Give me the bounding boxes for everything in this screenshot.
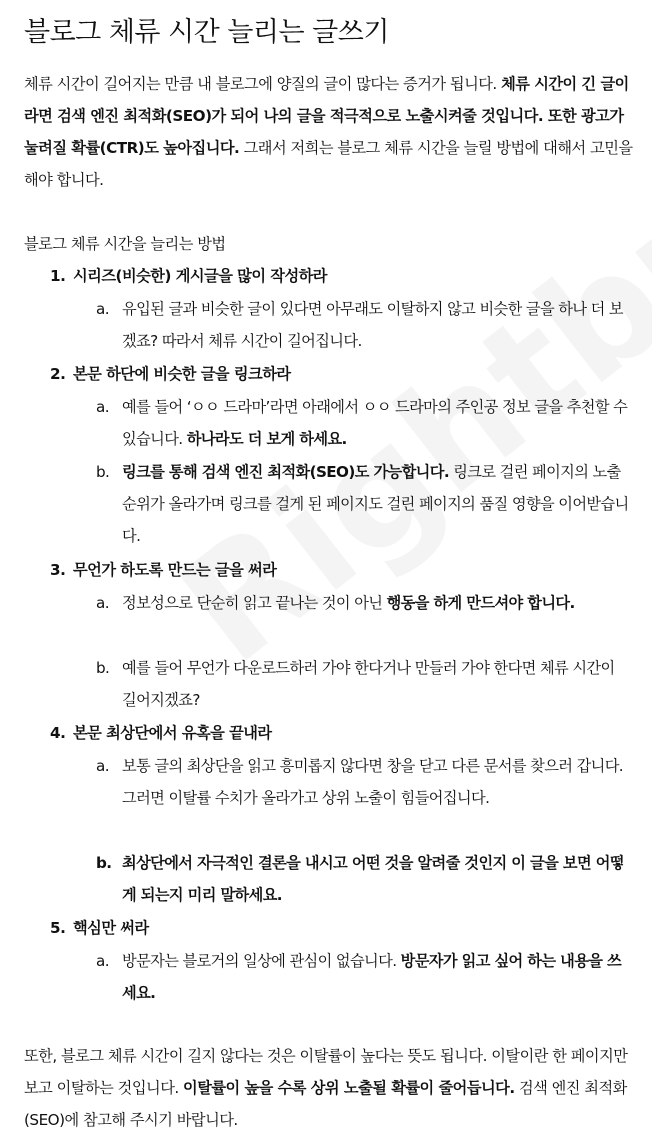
sub-item-5a [96, 945, 632, 1009]
list-item-title: 핵심만 써라 [73, 919, 149, 937]
list-item-5 [50, 912, 630, 944]
sub-bold: 최상단에서 자극적인 결론을 내시고 어떤 것을 알려줄 것인지 이 글을 보면 어떻게 되는지 미리 말하세요. [122, 854, 624, 904]
sub-item-4a [96, 750, 632, 814]
outro-bold: 이탈률이 높을 수록 상위 노출될 확률이 줄어듭니다. [183, 1079, 515, 1097]
sub-item-3a [96, 587, 632, 619]
sub-text: 보통 글의 최상단을 읽고 흥미롭지 않다면 창을 닫고 다른 문서를 찾으러 갑니다. 그러면 이탈률 수치가 올라가고 상위 노출이 힘들어집니다. [122, 757, 624, 807]
sub-item-2a [96, 391, 632, 455]
list-number: 3. [50, 561, 66, 579]
sub-marker: b. [96, 854, 112, 872]
sub-text: 링크로 걸린 페이지의 노출 순위가 올라가며 링크를 걸게 된 페이지도 걸린 페이지의 품질 영향을 이어받습니다. [122, 463, 629, 545]
list-number: 2. [50, 365, 66, 383]
list-number: 4. [50, 724, 66, 742]
list-item-title: 본문 하단에 비슷한 글을 링크하라 [73, 365, 291, 383]
sub-bold: 링크를 통해 검색 엔진 최적화(SEO)도 가능합니다. [122, 463, 449, 481]
sub-marker: a. [96, 594, 109, 612]
sub-marker: a. [96, 398, 109, 416]
sub-marker: b. [96, 659, 110, 677]
page-title: 블로그 체류 시간 늘리는 글쓰기 [24, 17, 389, 48]
sub-item-4b [96, 847, 632, 911]
sub-marker: a. [96, 300, 109, 318]
sub-marker: b. [96, 463, 110, 481]
list-item-title: 시리즈(비슷한) 게시글을 많이 작성하라 [73, 267, 327, 285]
list-item-title: 본문 최상단에서 유혹을 끝내라 [73, 724, 272, 742]
sub-item-2b [96, 456, 632, 552]
sub-text: 예를 들어 ‘ㅇㅇ 드라마’라면 아래에서 ㅇㅇ 드라마의 주인공 정보 글을 추천할 수 있습니다. [122, 398, 628, 448]
section-label: 블로그 체류 시간을 늘리는 방법 [24, 235, 226, 253]
intro-paragraph [24, 68, 634, 196]
outro-paragraph [24, 1040, 634, 1136]
list-item-title: 무언가 하도록 만드는 글을 써라 [73, 561, 277, 579]
sub-text: 방문자는 블로거의 일상에 관심이 없습니다. [122, 952, 401, 970]
sub-bold: 방문자가 읽고 싶어 하는 내용을 쓰세요. [122, 952, 622, 1002]
intro-text-2: 그래서 저희는 블로그 체류 시간을 늘릴 방법에 대해서 고민을 해야 합니다. [24, 139, 633, 189]
sub-item-3b [96, 652, 632, 716]
intro-bold: 체류 시간이 긴 글이라면 검색 엔진 최적화(SEO)가 되어 나의 글을 적극적으로 노출시켜줄 것입니다. 또한 광고가 눌려질 확률(CTR)도 높아집니다. [24, 75, 629, 157]
outro-text-2: 검색 엔진 최적화(SEO)에 참고해 주시기 바랍니다. [24, 1079, 627, 1129]
list-item-4 [50, 717, 630, 749]
sub-bold: 행동을 하게 만드셔야 합니다. [386, 594, 575, 612]
outro-text-1: 또한, 블로그 체류 시간이 길지 않다는 것은 이탈률이 높다는 뜻도 됩니다. 이탈이란 한 페이지만 보고 이탈하는 것입니다. [24, 1047, 628, 1097]
list-item-3 [50, 554, 630, 586]
list-number: 5. [50, 919, 66, 937]
sub-marker: a. [96, 952, 109, 970]
list-item-1 [50, 260, 630, 292]
sub-text: 예를 들어 무언가 다운로드하러 가야 한다거나 만들러 가야 한다면 체류 시간이 길어지겠죠? [122, 659, 615, 709]
sub-bold: 하나라도 더 보게 하세요. [186, 430, 347, 448]
list-item-2 [50, 358, 630, 390]
sub-marker: a. [96, 757, 109, 775]
sub-text: 유입된 글과 비슷한 글이 있다면 아무래도 이탈하지 않고 비슷한 글을 하나 더 보겠죠? 따라서 체류 시간이 길어집니다. [122, 300, 624, 350]
sub-item-1a [96, 293, 632, 357]
sub-text: 정보성으로 단순히 읽고 끝나는 것이 아닌 [122, 594, 387, 612]
intro-text-1: 체류 시간이 길어지는 만큼 내 블로그에 양질의 글이 많다는 증거가 됩니다. [24, 75, 502, 93]
list-number: 1. [50, 267, 66, 285]
